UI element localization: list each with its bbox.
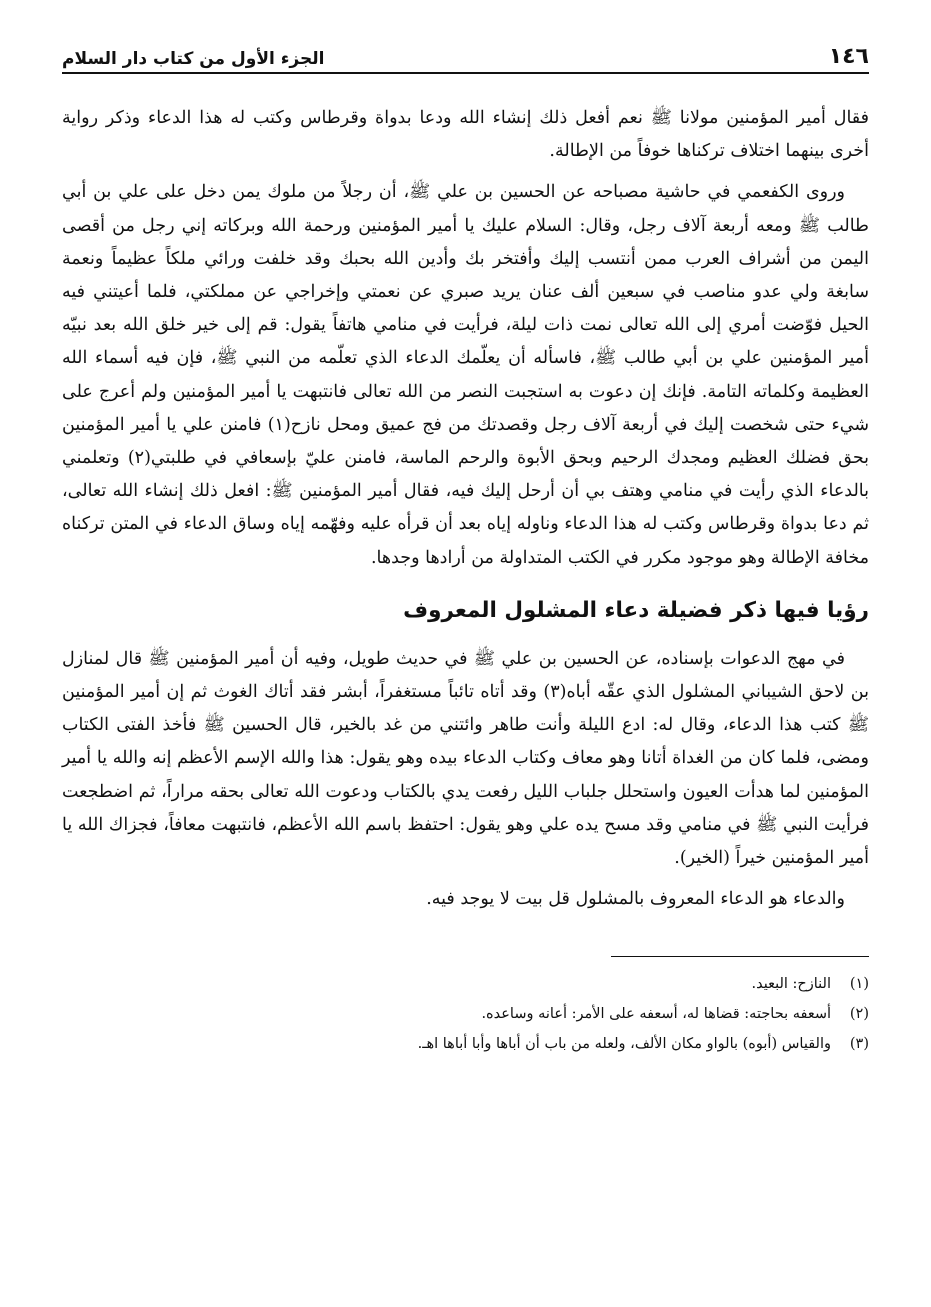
footnote bbox=[62, 969, 869, 999]
main-text bbox=[62, 102, 869, 916]
running-header bbox=[62, 30, 869, 74]
paragraph-continuation: فقال أمير المؤمنين مولانا ﷺ نعم أفعل ذلك إنشاء الله ودعا بدواة وقرطاس وكتب له هذا الدعاء وذكر رواية أخرى بينهما اختلاف تركناها خوفاً من الإطالة. bbox=[62, 108, 869, 162]
paragraph-muhaj-narration: في مهج الدعوات بإسناده، عن الحسين بن علي ﷺ في حديث طويل، وفيه أن أمير المؤمنين ﷺ قال لمنازل بن لاحق الشيباني المشلول الذي عقّه أباه(٣) وقد أتاه تائباً مستغفراً، أبشر فقد أتاك الغوث ثم إن أمير المؤمنين ﷺ كتب هذا الدعاء، وقال له: ادع الليلة وأنت طاهر وائتني من غد بالخير، قال الحسين ﷺ فأخذ الفتى الكتاب ومضى، فلما كان من الغداة أتانا وهو معاف وكتاب الدعاء بيده وهو يقول: هذا والله الإسم الأعظم إنه والله يا أمير المؤمنين لما هدأت العيون واستحلل جلباب الليل رفعت يدي بالكتاب ودعوت الله تعالى بحقه مراراً، ثم اضطجعت فرأيت النبي ﷺ في منامي وقد مسح يده علي وهو يقول: احتفظ باسم الله الأعظم، فانتبهت معافاً، فجزاك الله يا أمير المؤمنين خيراً (الخير). bbox=[62, 648, 869, 868]
footnote-number: (٢) bbox=[849, 1006, 869, 1023]
footnote-separator-wrap bbox=[62, 916, 869, 957]
footnote bbox=[62, 1029, 869, 1059]
footnote-separator bbox=[611, 956, 869, 957]
footnote-number: (٣) bbox=[849, 1036, 869, 1053]
footnote-text: أسعفه بحاجته: قضاها له، أسعفه على الأمر: أعانه وساعده. bbox=[481, 1006, 831, 1023]
footnotes bbox=[62, 969, 869, 1059]
footnote-number: (١) bbox=[849, 976, 869, 993]
book-page bbox=[62, 30, 869, 1287]
page-number: ١٤٦ bbox=[828, 44, 869, 69]
book-title: الجزء الأول من كتاب دار السلام bbox=[62, 49, 325, 69]
footnote-text: النازح: البعيد. bbox=[751, 976, 831, 993]
paragraph-kafami-narration: وروى الكفعمي في حاشية مصباحه عن الحسين بن علي ﷺ، أن رجلاً من ملوك يمن دخل على علي بن أبي طالب ﷺ ومعه أربعة آلاف رجل، وقال: السلام عليك يا أمير المؤمنين ورحمة الله وبركاته إني رجل من أقصى اليمن من أشراف العرب ممن أنتسب إليك وأفتخر بك وأدين الله بحبك وقد خلفت ورائي ملكاً عظيماً ونعمة سابغة ولي عدو مناصب في سبعين ألف عنان يريد صبري عن نعمتي وإخراجي عن مملكتي، فلما أعيتني فيه الحيل فوّضت أمري إلى الله تعالى نمت ذات ليلة، فرأيت في منامي هاتفاً يقول: قم إلى خير خلق الله بعد نبيّه أمير المؤمنين علي بن أبي طالب ﷺ، فاسأله أن يعلّمك الدعاء الذي تعلّمه من النبي ﷺ، فإن فيه أسماء الله العظيمة وكلماته التامة. فإنك إن دعوت به استجبت النصر من الله تعالى فانتبهت يا أمير المؤمنين ولم أعرج على شيء حتى شخصت إليك في أربعة آلاف رجل وقصدتك من فج عميق ومحل نازح(١) فامنن علي يا أمير المؤمنين بحق فضلك العظيم ومجدك الرحيم وبحق الأبوة والرحم الماسة، فامنن عليّ بإسعافي في طلبتي(٢) وتعلمني بالدعاء الذي رأيت في منامي وهتف بي أن أرحل إليك فيه، فقال أمير المؤمنين ﷺ: افعل ذلك إنشاء الله تعالى، ثم دعا بدواة وقرطاس وكتب له هذا الدعاء وناوله إياه بعد أن قرأه عليه وفهّمه إياه وساق الدعاء في المتن تركناه مخافة الإطالة وهو موجود مكرر في الكتب المتداولة من أرادها وجدها. bbox=[62, 182, 870, 568]
footnote bbox=[62, 999, 869, 1029]
footnote-text: والقياس (أبوه) بالواو مكان الألف، ولعله من باب أن أباها وأبا أباها اهـ. bbox=[417, 1036, 831, 1053]
section-heading: رؤيا فيها ذكر فضيلة دعاء المشلول المعروف bbox=[403, 597, 869, 623]
paragraph-closing-note: والدعاء هو الدعاء المعروف بالمشلول قل بيت لا يوجد فيه. bbox=[426, 889, 845, 910]
